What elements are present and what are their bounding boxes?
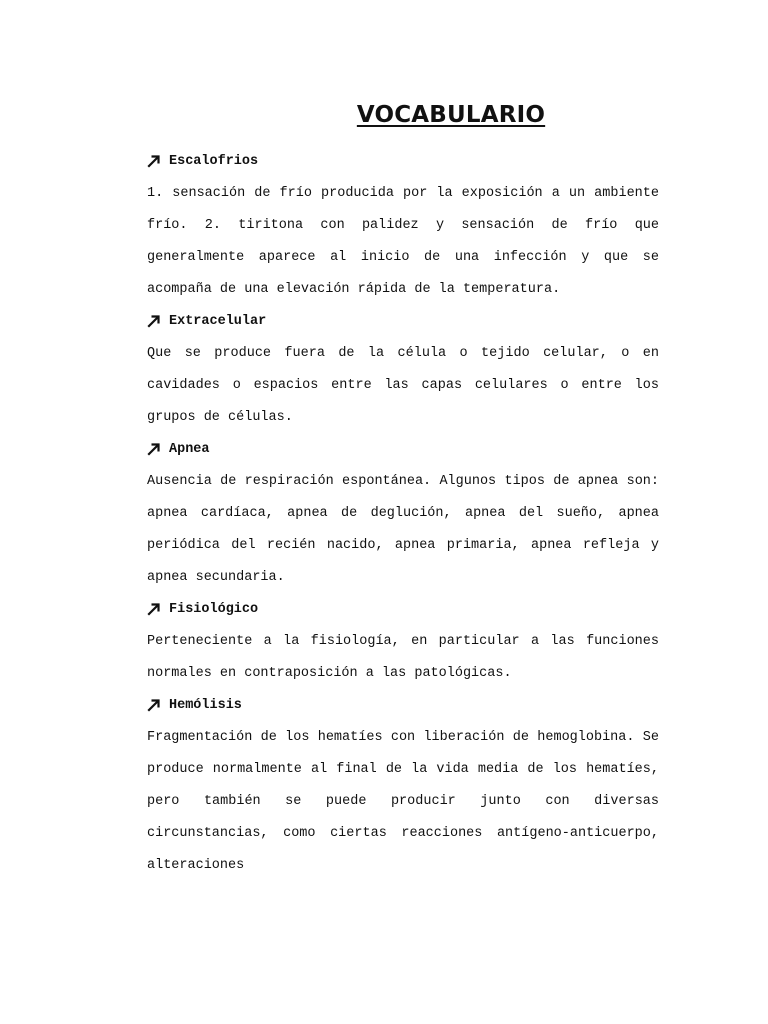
entry-definition: Perteneciente a la fisiología, en particular a las funciones normales en contraposición a las patológicas. (147, 634, 659, 681)
vocabulary-list (147, 150, 659, 886)
entry-definition: Ausencia de respiración espontánea. Algunos tipos de apnea son: apnea cardíaca, apnea de deglución, apnea del sueño, apnea periódica del recién nacido, apnea primaria, apnea refleja y apnea secundaria. (147, 474, 659, 585)
entry-definition: 1. sensación de frío producida por la exposición a un ambiente frío. 2. tiritona con palidez y sensación de frío que generalmente aparece al inicio de una infección y que se acompaña de una elevación rápida de la temperatura. (147, 186, 659, 297)
entry-term (147, 310, 659, 332)
arrow-up-right-icon (147, 603, 160, 616)
arrow-up-right-icon (147, 315, 160, 328)
vocabulary-entry (147, 438, 659, 594)
entry-term-label: Apnea (169, 441, 210, 457)
entry-term-label: Extracelular (169, 313, 267, 329)
entry-term (147, 598, 659, 620)
entry-term (147, 438, 659, 460)
entry-term (147, 150, 659, 172)
vocabulary-entry (147, 310, 659, 434)
vocabulary-entry (147, 694, 659, 882)
arrow-up-right-icon (147, 155, 160, 168)
page-title: VOCABULARIO (356, 102, 546, 128)
vocabulary-entry (147, 150, 659, 306)
entry-definition: Que se produce fuera de la célula o tejido celular, o en cavidades o espacios entre las capas celulares o entre los grupos de células. (147, 346, 659, 425)
vocabulary-entry (147, 598, 659, 690)
entry-term-label: Fisiológico (169, 601, 259, 617)
entry-term-label: Escalofrios (169, 153, 259, 169)
entry-term (147, 694, 659, 716)
arrow-up-right-icon (147, 443, 160, 456)
entry-definition: Fragmentación de los hematíes con liberación de hemoglobina. Se produce normalmente al final de la vida media de los hematíes, pero también se puede producir junto con diversas circunstancias, como ciertas reacciones antígeno-anticuerpo, alteraciones (147, 730, 659, 873)
arrow-up-right-icon (147, 699, 160, 712)
entry-term-label: Hemólisis (169, 697, 242, 713)
